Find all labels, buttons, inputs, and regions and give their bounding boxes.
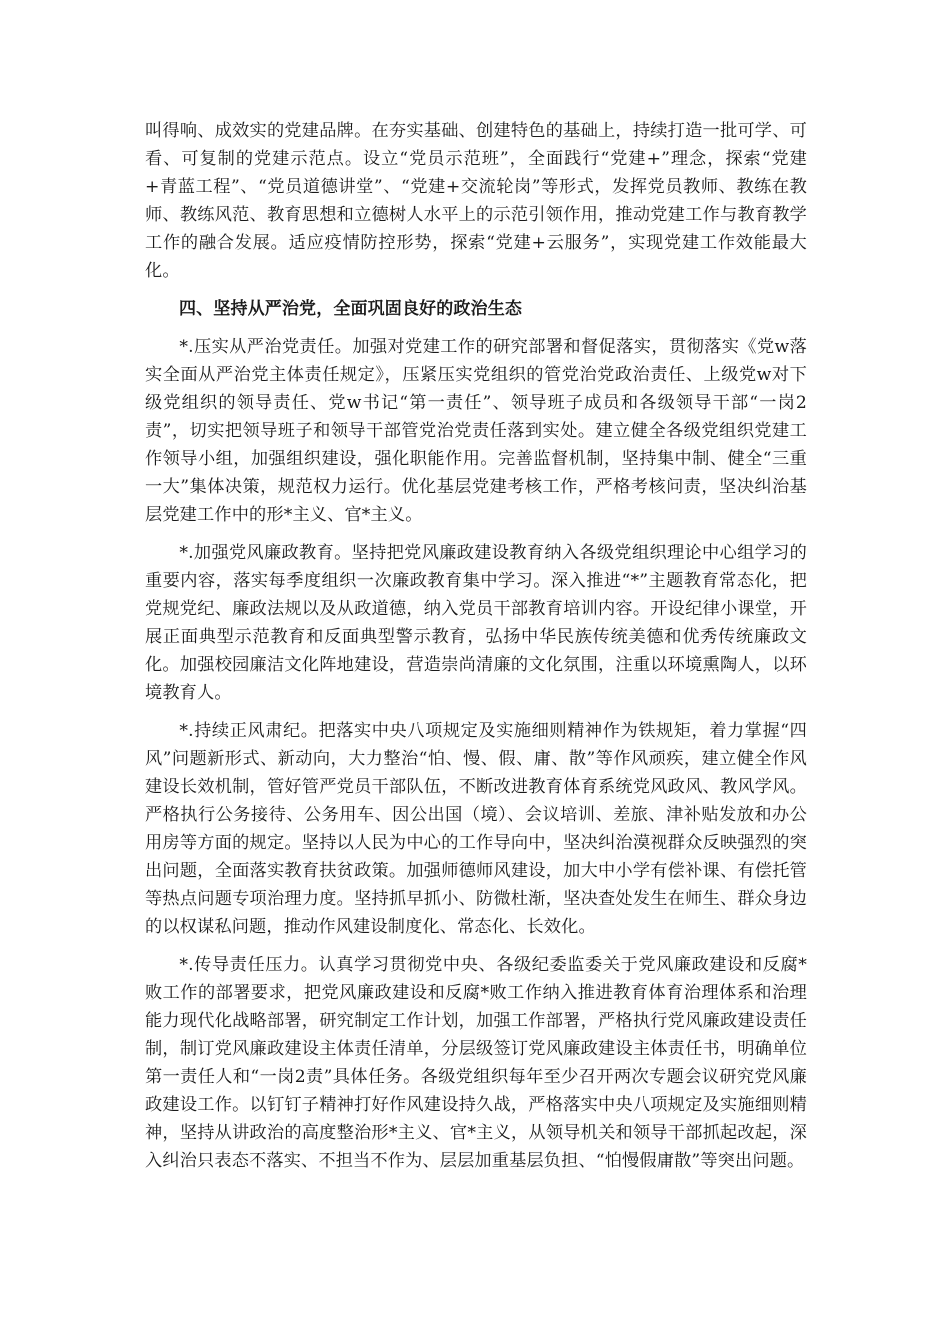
paragraph-3: *.持续正风肃纪。把落实中央八项规定及实施细则精神作为铁规矩，着力掌握“四风”问题新形式、新动向，大力整治“怕、慢、假、庸、散”等作风顽疾，建立健全作风建设长效机制，管好管严党员干部队伍，不断改进教育体育系统党风政风、教风学风。严格执行公务接待、公务用车、因公出国（境）、会议培训、差旅、津补贴发放和办公用房等方面的规定。坚持以人民为中心的工作导向中，坚决纠治漠视群众反映强烈的突出问题，全面落实教育扶贫政策。加强师德师风建设，加大中小学有偿补课、有偿托管等热点问题专项治理力度。坚持抓早抓小、防微杜渐，坚决查处发生在师生、群众身边的以权谋私问题，推动作风建设制度化、常态化、长效化。 [145,721,807,937]
paragraph-2: *.加强党风廉政教育。坚持把党风廉政建设教育纳入各级党组织理论中心组学习的重要内容，落实每季度组织一次廉政教育集中学习。深入推进“*”主题教育常态化，把党规党纪、廉政法规以及从政道德，纳入党员干部教育培训内容。开设纪律小课堂，开展正面典型示范教育和反面典型警示教育，弘扬中华民族传统美德和优秀传统廉政文化。加强校园廉洁文化阵地建设，营造崇尚清廉的文化氛围，注重以环境熏陶人，以环境教育人。 [145,543,807,703]
section-heading: 四、坚持从严治党，全面巩固良好的政治生态 [179,299,522,319]
paragraph-1: *.压实从严治党责任。加强对党建工作的研究部署和督促落实，贯彻落实《党w落实全面从严治党主体责任规定》，压紧压实党组织的管党治党政治责任、上级党w对下级党组织的领导责任、党w书记“第一责任”、领导班子成员和各级领导干部“一岗2责”，切实把领导班子和领导干部管党治党责任落到实处。建立健全各级党组织党建工作领导小组，加强组织建设，强化职能作用。完善监督机制，坚持集中制、健全“三重一大”集体决策，规范权力运行。优化基层党建考核工作，严格考核问责，坚决纠治基层党建工作中的形*主义、官*主义。 [145,337,807,525]
document-page [145,117,807,1185]
paragraph-4: *.传导责任压力。认真学习贯彻党中央、各级纪委监委关于党风廉政建设和反腐*败工作的部署要求，把党风廉政建设和反腐*败工作纳入推进教育体育治理体系和治理能力现代化战略部署，研究制定工作计划，加强工作部署，严格执行党风廉政建设责任制，制订党风廉政建设主体责任清单，分层级签订党风廉政建设主体责任书，明确单位第一责任人和“一岗2责”具体任务。各级党组织每年至少召开两次专题会议研究党风廉政建设工作。以钉钉子精神打好作风建设持久战，严格落实中央八项规定及实施细则精神，坚持从讲政治的高度整治形*主义、官*主义，从领导机关和领导干部抓起改起，深入纠治只表态不落实、不担当不作为、层层加重基层负担、“怕慢假庸散”等突出问题。 [145,955,807,1171]
intro-paragraph: 叫得响、成效实的党建品牌。在夯实基础、创建特色的基础上，持续打造一批可学、可看、可复制的党建示范点。设立“党员示范班”，全面践行“党建+”理念，探索“党建+青蓝工程”、“党员道德讲堂”、“党建+交流轮岗”等形式，发挥党员教师、教练在教师、教练风范、教育思想和立德树人水平上的示范引领作用，推动党建工作与教育教学工作的融合发展。适应疫情防控形势，探索“党建+云服务”，实现党建工作效能最大化。 [145,121,807,281]
